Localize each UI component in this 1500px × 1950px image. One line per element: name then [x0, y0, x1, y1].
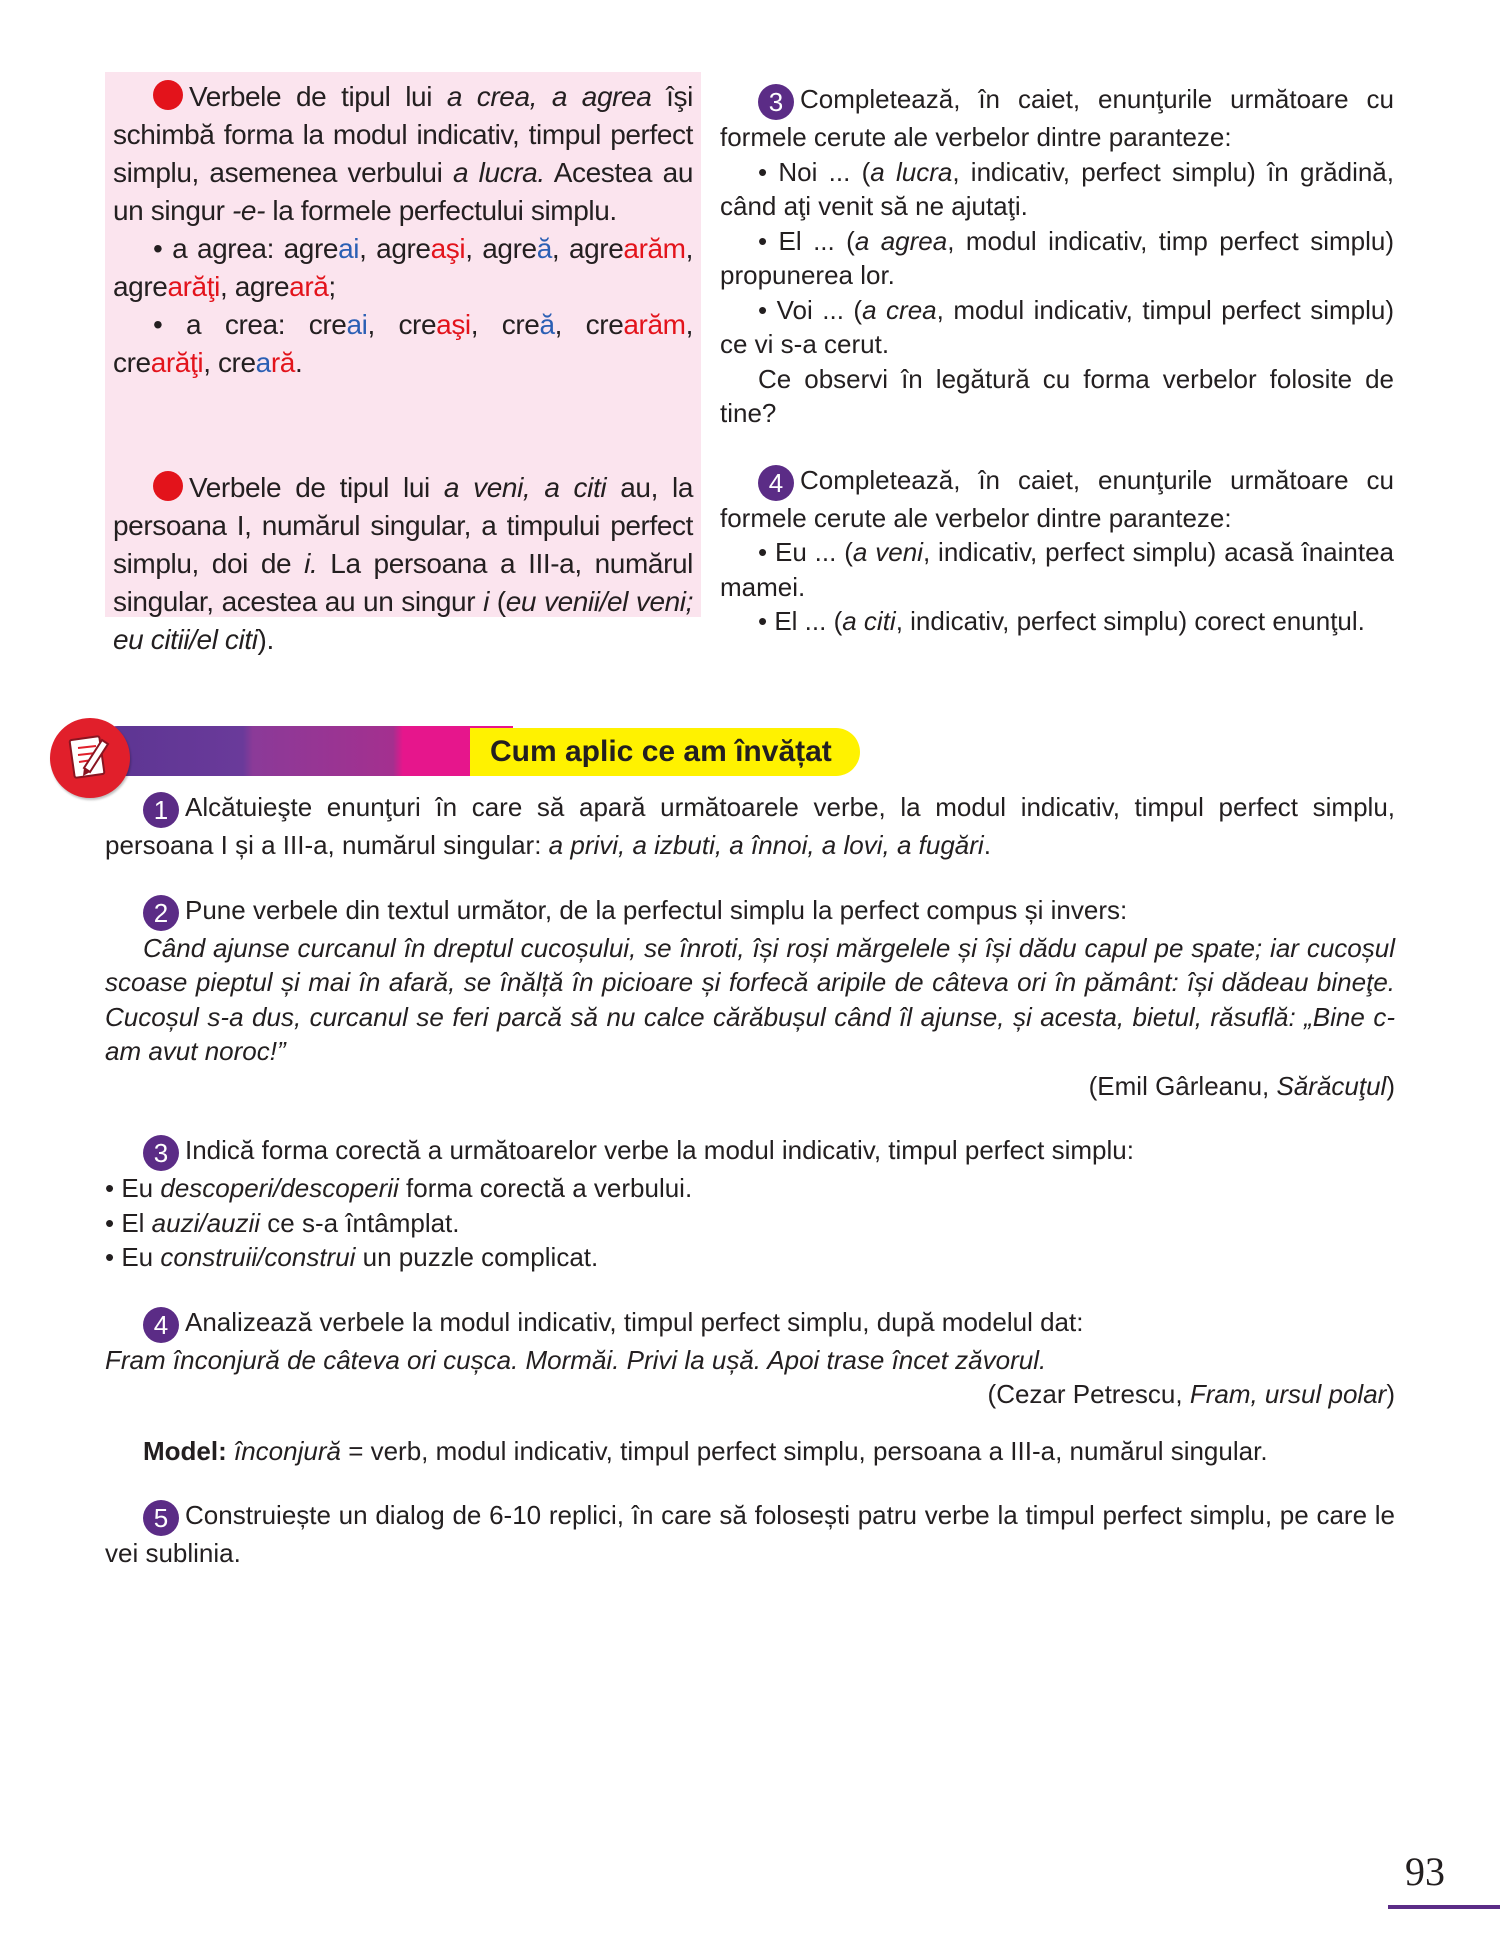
task-3-item: • Eu descoperi/descoperii forma corectă a verbului. [105, 1173, 693, 1203]
exercise-3-intro: 3 Completează, în caiet, enunţurile următoare cu formele cerute ale verbelor dintre paranteze: [720, 84, 1394, 152]
task-number-badge: 5 [143, 1500, 179, 1536]
exercise-3-question: Ce observi în legătură cu forma verbelor folosite de tine? [720, 363, 1394, 428]
task-number-badge: 1 [143, 792, 179, 828]
task-4-quote: Fram înconjură de câteva ori cușca. Mormăi. Privi la ușă. Apoi trase încet zăvorul. [105, 1344, 1047, 1375]
exercise-number-badge: 4 [758, 465, 794, 501]
exercise-3-item: • El ... (a agrea, modul indicativ, timp perfect simplu) propunerea lor. [720, 225, 1394, 290]
task-number-badge: 4 [143, 1307, 179, 1343]
red-bullet-icon [153, 80, 183, 110]
task-3-item: • Eu construii/construi un puzzle complicat. [105, 1242, 599, 1272]
task-number-badge: 3 [143, 1135, 179, 1171]
note-paragraph-1: Verbele de tipul lui a crea, a agrea îşi schimbă forma la modul indicativ, timpul perfect simplu, asemenea verbului a lucra. Acestea au un singur -e- la formele perfectului simplu. [113, 81, 693, 226]
task-4: 4 Analizează verbele la modul indicativ, timpul perfect simplu, după modelul dat: [105, 1305, 1395, 1343]
page-number-underline [1388, 1905, 1500, 1909]
exercises-column [720, 82, 1394, 639]
banner-gradient-bar [93, 726, 513, 776]
exercise-3-item: • Noi ... (a lucra, indicativ, perfect simplu) în grădină, când aţi venit să ne ajutaţi. [720, 156, 1394, 221]
exercise-4-item: • Eu ... (a veni, indicativ, perfect simplu) acasă înaintea mamei. [720, 537, 1394, 602]
task-2-quote: Când ajunse curcanul în dreptul cucoșului, se înroti, își roși mărgelele și își dădu capul pe spate; iar cucoșul scoase pieptul și mai în afară, se înălță în picioare și forfecă aripile de câteva ori în pământ: își dădeau bineţe. Cucoșul s-a dus, curcanul se feri parcă să nu calce cărăbușul când îl ajunse, și acesta, bietul, răsuflă: „Bine c-am avut noroc!” [105, 932, 1395, 1066]
exercise-number-badge: 3 [758, 84, 794, 120]
note-paragraph-2: Verbele de tipul lui a veni, a citi au, la persoana I, numărul singular, a timpului perfect simplu, doi de i. La persoana a III-a, numărul singular, acestea au un singur i (eu venii/el veni; eu citii/el citi). [113, 472, 693, 655]
grammar-note-box [105, 72, 701, 655]
section-banner [48, 718, 868, 798]
exercise-4-intro: 4 Completează, în caiet, enunţurile următoare cu formele cerute ale verbelor dintre paranteze: [720, 464, 1394, 533]
notebook-pencil-icon [50, 718, 130, 798]
task-3-item: • El auzi/auzii ce s-a întâmplat. [105, 1207, 460, 1238]
task-1: 1 Alcătuieşte enunţuri în care să apară următoarele verbe, la modul indicativ, timpul perfect simplu, persoana I și a III-a, numărul singular: a privi, a izbuti, a înnoi, a lovi, a fugări. [105, 792, 1395, 860]
tasks-section [105, 790, 1395, 1571]
task-number-badge: 2 [143, 895, 179, 931]
task-4-model: Model: înconjură = verb, modul indicativ, timpul perfect simplu, persoana a III-a, numărul singular. [143, 1435, 1268, 1466]
red-bullet-icon [153, 471, 183, 501]
task-3: 3 Indică forma corectă a următoarelor verbe la modul indicativ, timpul perfect simplu: [105, 1133, 1395, 1171]
task-2-source: (Emil Gârleanu, Sărăcuţul) [1088, 1070, 1395, 1101]
task-4-source: (Cezar Petrescu, Fram, ursul polar) [987, 1379, 1395, 1409]
agrea-conjugation: • a agrea: agreai, agreaşi, agreă, agrearăm, agrearăţi, agreară; [113, 233, 693, 302]
exercise-4-item: • El ... (a citi, indicativ, perfect simplu) corect enunţul. [758, 606, 1365, 636]
exercise-3-item: • Voi ... (a crea, modul indicativ, timpul perfect simplu) ce vi s-a cerut. [720, 294, 1395, 359]
crea-conjugation: • a crea: creai, creaşi, creă, crearăm, crearăţi, creară. [113, 309, 693, 378]
task-2: 2 Pune verbele din textul următor, de la perfectul simplu la perfect compus și invers: [105, 893, 1395, 931]
section-title: Cum aplic ce am învățat [470, 728, 860, 776]
task-5: 5 Construiește un dialog de 6-10 replici, în care să folosești patru verbe la timpul perfect simplu, pe care le vei sublinia. [105, 1500, 1395, 1568]
page-number: 93 [1405, 1849, 1445, 1894]
